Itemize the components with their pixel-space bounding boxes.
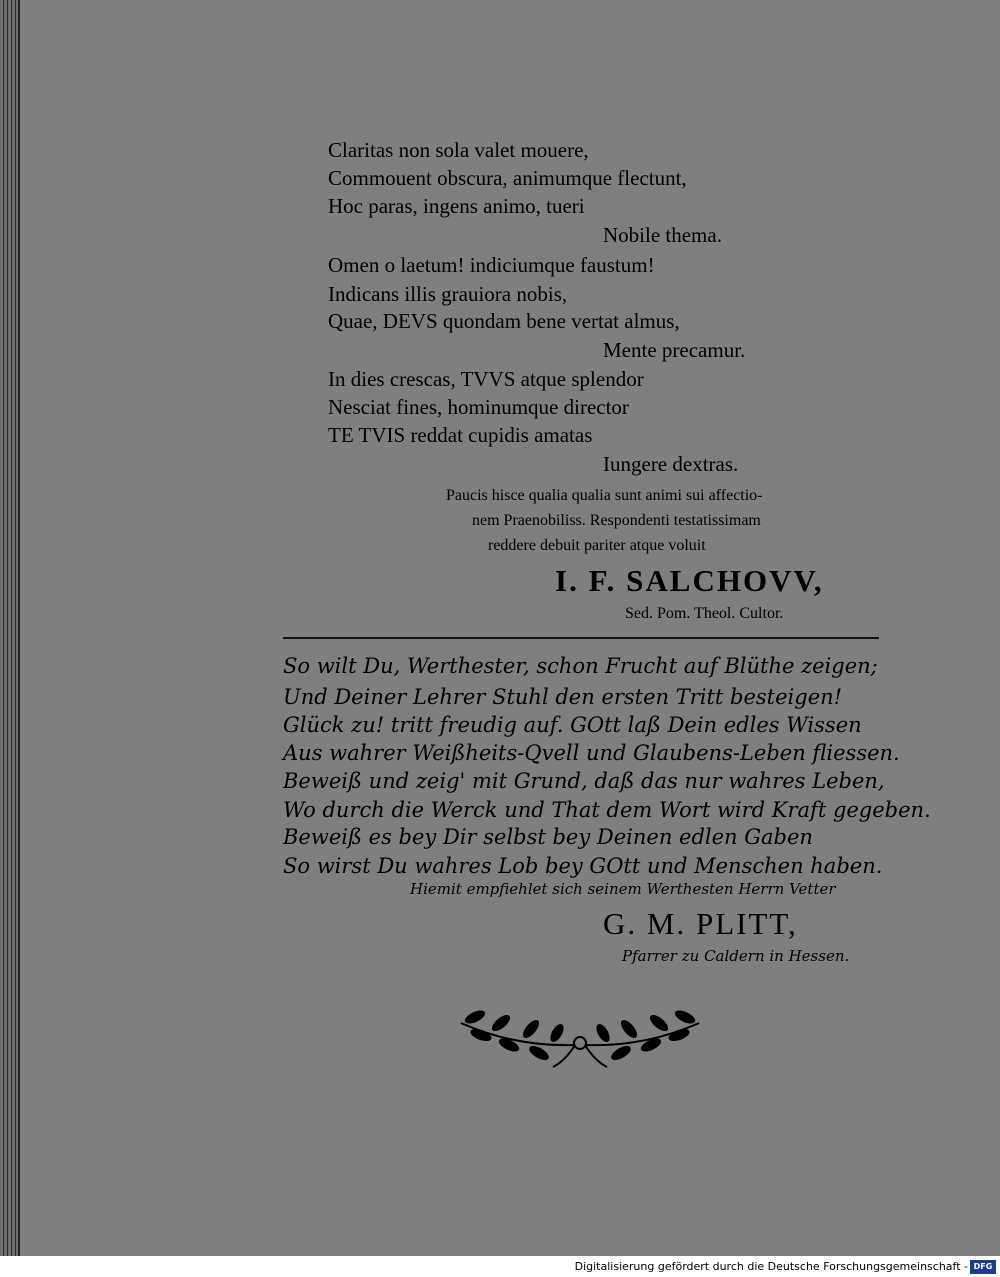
latin-verse-line: Claritas non sola valet mouere, (328, 138, 589, 162)
footer-credit: Digitalisierung gefördert durch die Deutsche Forschungsgemeinschaft - (574, 1260, 968, 1273)
latin-verse-line: Iungere dextras. (603, 452, 739, 476)
german-dedication: Hiemit empfiehlet sich seinem Werthesten Herrn Vetter (410, 880, 836, 898)
german-verse-line: Beweiß es bey Dir selbst bey Deinen edlen Gaben (283, 825, 813, 849)
latin-verse-line: Hoc paras, ingens animo, tueri (328, 194, 585, 218)
german-verse-line: So wilt Du, Werthester, schon Frucht auf Blüthe zeigen; (283, 654, 878, 678)
latin-verse-line: Quae, DEVS quondam bene vertat almus, (328, 309, 680, 333)
latin-verse-line: Nobile thema. (603, 223, 722, 247)
german-signature: G. M. PLITT, (603, 906, 798, 941)
latin-verse-line: Mente precamur. (603, 338, 746, 362)
german-signature-role: Pfarrer zu Caldern in Hessen. (622, 947, 850, 965)
german-verse-line: Beweiß und zeig' mit Grund, daß das nur wahres Leben, (283, 769, 885, 793)
german-verse-line: Und Deiner Lehrer Stuhl den ersten Tritt besteigen! (283, 685, 843, 709)
latin-dedication-line: nem Praenobiliss. Respondenti testatissimam (472, 512, 761, 529)
latin-verse-line: Omen o laetum! indiciumque faustum! (328, 253, 655, 277)
german-verse-line: Glück zu! tritt freudig auf. GOtt laß Dein edles Wissen (283, 713, 862, 737)
latin-verse-line: TE TVIS reddat cupidis amatas (328, 423, 593, 447)
latin-verse-line: Indicans illis grauiora nobis, (328, 282, 568, 306)
latin-verse-line: Nesciat fines, hominumque director (328, 395, 629, 419)
latin-verse-line: In dies crescas, TVVS atque splendor (328, 367, 644, 391)
laurel-ornament-icon (455, 995, 705, 1075)
section-divider (283, 637, 879, 639)
latin-signature: I. F. SALCHOVV, (555, 563, 824, 598)
latin-verse-line: Commouent obscura, animumque flectunt, (328, 166, 687, 190)
german-verse-line: So wirst Du wahres Lob bey GOtt und Menschen haben. (283, 854, 883, 878)
latin-dedication-line: Paucis hisce qualia qualia sunt animi sui affectio- (446, 487, 763, 504)
latin-signature-role: Sed. Pom. Theol. Cultor. (625, 605, 784, 622)
dfg-logo: DFG (970, 1260, 996, 1274)
german-verse-line: Aus wahrer Weißheits-Qvell und Glaubens-Leben fliessen. (283, 741, 900, 765)
latin-dedication-line: reddere debuit pariter atque voluit (488, 537, 706, 554)
book-page-edge (0, 0, 20, 1258)
german-verse-line: Wo durch die Werck und That dem Wort wird Kraft gegeben. (283, 798, 931, 822)
